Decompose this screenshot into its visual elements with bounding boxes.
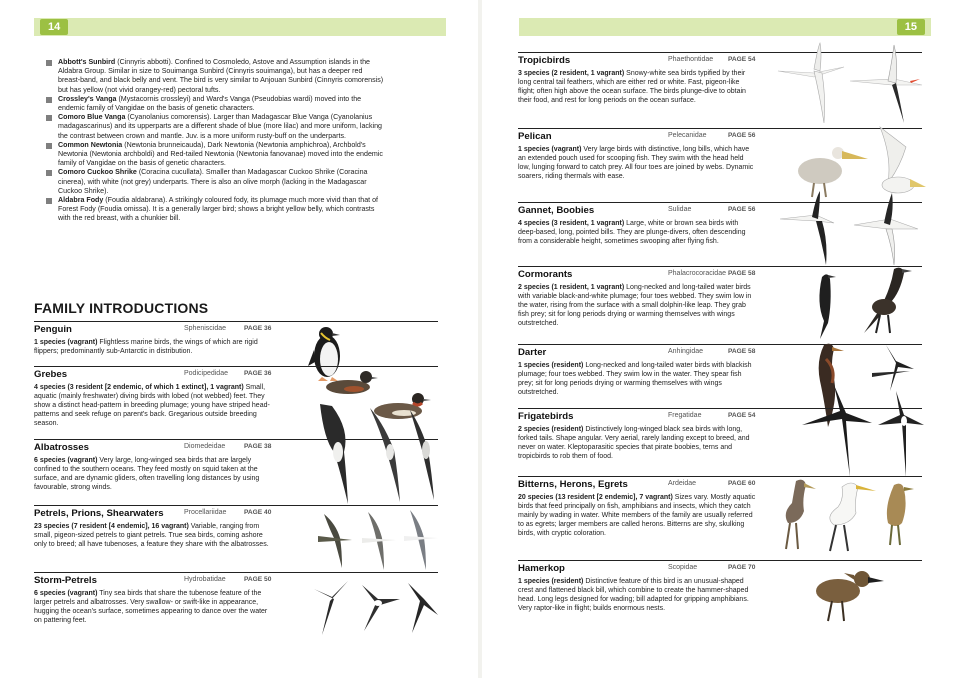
family-name: Tropicbirds — [518, 55, 571, 66]
family-entry-tropicbirds — [518, 52, 922, 127]
family-description — [518, 493, 756, 538]
family-name: Pelican — [518, 131, 552, 142]
family-entry-cormorants — [518, 266, 922, 343]
intro-item-name: Common Newtonia — [58, 140, 123, 149]
family-text: Variable, ranging from small, pigeon-sized petrels to giant petrels. True sea birds, coming ashore only to breed; all have tubenoses, a feature they share with the albatrosses. — [34, 523, 269, 549]
species-count: 23 species (7 resident [4 endemic], 16 vagrant) — [34, 523, 189, 530]
family-description — [518, 145, 756, 181]
family-text: Snowy-white sea birds typified by their long central tail feathers, which are either red or white. Fast, pigeon-like flight; often high above the ocean surface. The birds plunge-dive to obtain their food, and rest for long periods on the ocean surface. — [518, 70, 746, 105]
family-entry-albatrosses — [34, 439, 438, 502]
herons-illustration — [772, 473, 932, 555]
intro-item — [46, 58, 384, 95]
family-text: Very large birds with distinctive, long bills, which have an extended pouch used for scooping fish. They swim with the head held low, lunging forward to catch prey. All four toes are joined by webs. Dynamic soarers, riding thermals with ease. — [518, 146, 754, 181]
intro-item — [46, 168, 384, 196]
species-count: 4 species (3 resident [2 endemic, of which 1 extinct], 1 vagrant) — [34, 384, 244, 391]
species-count: 1 species (resident) — [518, 362, 584, 369]
species-count: 1 species (resident) — [518, 578, 584, 585]
left-page — [0, 0, 478, 678]
family-text: Sizes vary. Mostly aquatic birds that feed principally on fish, amphibians and insects, which they catch mainly by wading in water. White members of the family are usually referred to as egrets; larger members are called herons. Bitterns are shy, skulking birds, with cryptic coloration. — [518, 494, 756, 538]
family-name: Darter — [518, 347, 547, 358]
family-entry-herons — [518, 476, 922, 559]
family-page-ref: PAGE 56 — [728, 132, 756, 139]
family-entry-frigatebirds — [518, 408, 922, 475]
family-latin-name: Hydrobatidae — [184, 576, 226, 583]
species-count: 6 species (vagrant) — [34, 457, 98, 464]
albatrosses-illustration — [310, 400, 470, 510]
intro-item-name: Comoro Cuckoo Shrike — [58, 168, 137, 177]
family-latin-name: Scopidae — [668, 564, 698, 571]
family-latin-name: Pelecanidae — [668, 132, 707, 139]
family-text: Tiny sea birds that share the tubenose feature of the larger petrels and albatrosses. Very swallow- or swift-like in appearance, hugging the ocean's surface, sometimes appearing to dance over the water on pattering feet. — [34, 590, 268, 625]
frigatebirds-illustration — [796, 381, 956, 481]
family-latin-name: Sulidae — [668, 206, 692, 213]
family-text: Very large, long-winged sea birds that are largely confined to the southern oceans. They feed mostly on squid taken at the surface, and are dynamic gliders, often travelling long distances by using favourable, strong winds. — [34, 457, 260, 492]
family-page-ref: PAGE 40 — [244, 509, 272, 516]
intro-item-name: Aldabra Fody — [58, 196, 104, 205]
left-page-header — [34, 18, 446, 36]
family-latin-name: Phalacrocoracidae — [668, 270, 726, 277]
family-text: Large, white or brown sea birds with deep-based, long, pointed bills. They are plunge-divers, often descending from a considerable height, sometimes swooping after flying fish. — [518, 220, 746, 246]
family-page-ref: PAGE 70 — [728, 564, 756, 571]
intro-item — [46, 95, 384, 113]
family-text: Long-necked and long-tailed water birds with variable black-and-white plumage; four toes webbed. They swim low in the water, rising from the surface with a small dolphin-like leap. They grab fish prey; sit for long periods drying or warming themselves with wings outstretched. — [518, 284, 752, 328]
family-entry-gannet-boobies — [518, 202, 922, 265]
family-description — [34, 338, 272, 356]
family-description — [34, 383, 272, 428]
tropicbirds-illustration — [774, 41, 934, 127]
family-latin-name: Diomedeidae — [184, 443, 226, 450]
family-description — [518, 577, 756, 613]
family-text: Distinctively long-winged black sea birds with long, forked tails. Shape angular. Very aerial, rarely landing except to breed, and never on water. Kleptoparasitic species that pirate boobies, terns and tropicbirds to rob them of food. — [518, 426, 750, 461]
hamerkop-illustration — [804, 565, 960, 625]
family-latin-name: Phaethontidae — [668, 56, 714, 63]
page-number-left: 14 — [40, 19, 68, 35]
storm-petrels-illustration — [304, 575, 464, 637]
family-latin-name: Ardeidae — [668, 480, 697, 487]
family-name: Bitterns, Herons, Egrets — [518, 479, 628, 490]
bullet-square-icon — [46, 170, 52, 176]
family-name: Storm-Petrels — [34, 575, 97, 586]
intro-list — [46, 58, 384, 224]
species-count: 2 species (1 resident, 1 vagrant) — [518, 284, 625, 291]
family-name: Cormorants — [518, 269, 573, 280]
family-entry-petrels — [34, 505, 438, 570]
intro-item — [46, 196, 384, 224]
gannet-boobies-illustration — [776, 189, 936, 267]
family-entry-storm-petrels — [34, 572, 438, 635]
bullet-square-icon — [46, 198, 52, 204]
intro-item-text: (Coracina cucullata). Smaller than Madagascar Cuckoo Shrike (Coracina cinerea), with white (not grey) underparts. There is also an olive morph (lacking in the Madagascar Cuckoo Shrike). — [58, 168, 368, 195]
family-page-ref: PAGE 54 — [728, 412, 756, 419]
species-count: 4 species (3 resident, 1 vagrant) — [518, 220, 625, 227]
family-page-ref: PAGE 58 — [728, 348, 756, 355]
right-page — [482, 0, 960, 678]
family-name: Petrels, Prions, Shearwaters — [34, 508, 164, 519]
family-name: Grebes — [34, 369, 68, 380]
intro-item-name: Abbott's Sunbird — [58, 58, 116, 66]
bullet-square-icon — [46, 97, 52, 103]
family-description — [518, 361, 756, 397]
family-description — [518, 219, 756, 246]
family-page-ref: PAGE 38 — [244, 443, 272, 450]
intro-item-text: (Cinnyris abbotti). Confined to Cosmoledo, Astove and Assumption islands in the Aldabra Group. Similar in size to Souimanga Sunbird (Cinnyris souimanga), but has a deeper red breast-band, and black belly and vent. The bird is very similar to Anjouan Sunbird (Cinnyris comorensis) but has yellow (not vivid orangey-red) pectoral tufts. — [58, 58, 384, 94]
family-page-ref: PAGE 58 — [728, 270, 756, 277]
petrels-illustration — [304, 508, 464, 572]
section-title: FAMILY INTRODUCTIONS — [34, 300, 209, 316]
family-name: Frigatebirds — [518, 411, 574, 422]
family-name: Albatrosses — [34, 442, 89, 453]
species-count: 1 species (vagrant) — [34, 339, 98, 346]
intro-item — [46, 141, 384, 169]
intro-item-text: (Cyanolanius comorensis). Larger than Madagascar Blue Vanga (Cyanolanius madagascarinus) and its upperparts are a different shade of blue (more lilac) and more uniform, lacking the contrast between crown and mantle. Juv. is a more uniform rusty-buff on the underparts. — [58, 113, 382, 140]
intro-item-text: (Foudia aldabrana). A strikingly coloured fody, its plumage much more vivid than that of Forest Fody (Foudia omissa). It is a generally larger bird; shows a bright yellow belly, which contrasts with the red breast, with a chunkier bill. — [58, 196, 379, 223]
cormorants-illustration — [798, 263, 958, 343]
family-latin-name: Anhingidae — [668, 348, 704, 355]
family-entry-hamerkop — [518, 560, 922, 641]
page-number-right: 15 — [897, 19, 925, 35]
family-latin-name: Fregatidae — [668, 412, 702, 419]
species-count: 1 species (vagrant) — [518, 146, 582, 153]
family-description — [518, 69, 756, 105]
bullet-square-icon — [46, 115, 52, 121]
species-count: 3 species (2 resident, 1 vagrant) — [518, 70, 625, 77]
family-latin-name: Procellariidae — [184, 509, 227, 516]
intro-item-name: Comoro Blue Vanga — [58, 113, 126, 122]
family-page-ref: PAGE 60 — [728, 480, 756, 487]
right-page-header — [519, 18, 931, 36]
family-page-ref: PAGE 36 — [244, 370, 272, 377]
family-description — [518, 425, 756, 461]
family-page-ref: PAGE 36 — [244, 325, 272, 332]
family-text: Flightless marine birds, the wings of which are rigid flippers; predominantly sub-Antarctic in distribution. — [34, 339, 258, 356]
family-latin-name: Podicipedidae — [184, 370, 228, 377]
species-count: 6 species (vagrant) — [34, 590, 98, 597]
intro-item — [46, 113, 384, 141]
family-page-ref: PAGE 50 — [244, 576, 272, 583]
species-count: 2 species (resident) — [518, 426, 584, 433]
family-name: Gannet, Boobies — [518, 205, 595, 216]
bullet-square-icon — [46, 143, 52, 149]
family-text: Small, aquatic (mainly freshwater) diving birds with lobed (not webbed) feet. They show a distinct head-pattern in breeding plumage; young have striped head-patterns and seek refuge on parent's back. Gregarious outside breeding season. — [34, 384, 270, 428]
intro-item-text: (Newtonia brunneicauda), Dark Newtonia (Newtonia amphichroa), Archbold's Newtonia (Newtonia archboldi) and Red-tailed Newtonia (Newtonia fanovanae) moved into the endemic family of Vangidae on the basis of genetic characters. — [58, 140, 383, 168]
family-description — [34, 456, 272, 492]
family-description — [34, 589, 272, 625]
family-name: Hamerkop — [518, 563, 565, 574]
intro-item-name: Crossley's Vanga — [58, 94, 117, 103]
family-description — [518, 283, 756, 328]
family-page-ref: PAGE 56 — [728, 206, 756, 213]
intro-item-text: (Mystacornis crossleyi) and Ward's Vanga (Pseudobias wardi) moved into the endemic family of Vangidae on the basis of genetic characters. — [58, 94, 362, 113]
family-page-ref: PAGE 54 — [728, 56, 756, 63]
family-name: Penguin — [34, 324, 72, 335]
family-latin-name: Spheniscidae — [184, 325, 227, 332]
family-text: Long-necked and long-tailed water birds with blackish plumage; four toes webbed. They swim low in the water. They spear fish prey; sit for long periods drying or warming themselves with wings outstretched. — [518, 362, 752, 397]
family-entry-penguin — [34, 321, 438, 365]
family-description — [34, 522, 272, 549]
species-count: 20 species (13 resident [2 endemic], 7 vagrant) — [518, 494, 673, 501]
bullet-square-icon — [46, 60, 52, 66]
family-text: Distinctive feature of this bird is an unusual-shaped crest and flattened black bill, which combine to create the hammer-shaped head. Long legs designed for wading; bill adapted for gripping amphibians. Very raptor-like in flight; builds enormous nests. — [518, 578, 749, 613]
